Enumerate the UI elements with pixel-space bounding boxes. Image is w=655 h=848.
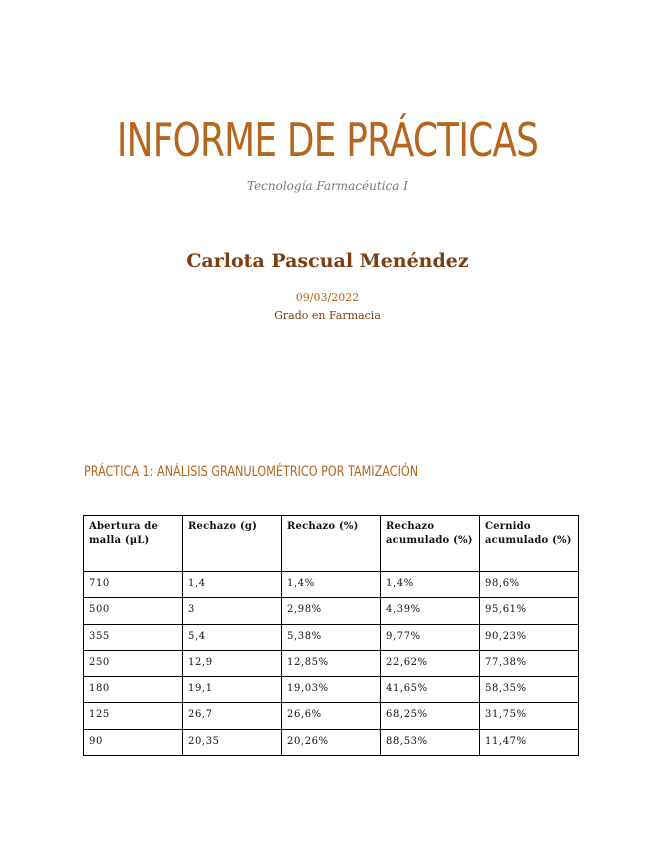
table-row bbox=[84, 729, 579, 755]
table-cell: 710 bbox=[84, 572, 183, 598]
table-cell: 1,4 bbox=[183, 572, 282, 598]
table-cell: 58,35% bbox=[480, 677, 579, 703]
table-row bbox=[84, 624, 579, 650]
degree-name: Grado en Farmacia bbox=[274, 309, 381, 322]
author-name: Carlota Pascual Menéndez bbox=[186, 250, 469, 272]
table-cell: 5,38% bbox=[282, 624, 381, 650]
table-cell: 125 bbox=[84, 703, 183, 729]
table-cell: 95,61% bbox=[480, 598, 579, 624]
table-row bbox=[84, 650, 579, 676]
section-heading: PRÁCTICA 1: ANÁLISIS GRANULOMÉTRICO POR TAMIZACIÓN bbox=[84, 464, 419, 480]
table-cell: 250 bbox=[84, 650, 183, 676]
table-cell: 19,03% bbox=[282, 677, 381, 703]
table-header-row bbox=[84, 516, 579, 572]
table-cell: 1,4% bbox=[282, 572, 381, 598]
table-row bbox=[84, 703, 579, 729]
table-cell: 41,65% bbox=[381, 677, 480, 703]
table-header-cell: Cernido acumulado (%) bbox=[480, 516, 579, 572]
table-header-cell: Abertura de malla (μL) bbox=[84, 516, 183, 572]
table-cell: 68,25% bbox=[381, 703, 480, 729]
table-header-cell: Rechazo (g) bbox=[183, 516, 282, 572]
table-cell: 12,9 bbox=[183, 650, 282, 676]
table-cell: 26,7 bbox=[183, 703, 282, 729]
table-cell: 77,38% bbox=[480, 650, 579, 676]
table-cell: 4,39% bbox=[381, 598, 480, 624]
table-cell: 20,26% bbox=[282, 729, 381, 755]
table-row bbox=[84, 677, 579, 703]
table-cell: 98,6% bbox=[480, 572, 579, 598]
table-cell: 1,4% bbox=[381, 572, 480, 598]
document-date: 09/03/2022 bbox=[295, 291, 360, 304]
table-header-cell: Rechazo acumulado (%) bbox=[381, 516, 480, 572]
table-cell: 9,77% bbox=[381, 624, 480, 650]
table-cell: 5,4 bbox=[183, 624, 282, 650]
table-row bbox=[84, 572, 579, 598]
table-cell: 90,23% bbox=[480, 624, 579, 650]
document-subtitle: Tecnología Farmacéutica I bbox=[247, 179, 408, 193]
table-cell: 500 bbox=[84, 598, 183, 624]
table-cell: 180 bbox=[84, 677, 183, 703]
table-cell: 88,53% bbox=[381, 729, 480, 755]
table-header-cell: Rechazo (%) bbox=[282, 516, 381, 572]
table-cell: 90 bbox=[84, 729, 183, 755]
table-cell: 2,98% bbox=[282, 598, 381, 624]
table-cell: 26,6% bbox=[282, 703, 381, 729]
granulometry-table bbox=[83, 515, 579, 756]
table-cell: 22,62% bbox=[381, 650, 480, 676]
table-cell: 19,1 bbox=[183, 677, 282, 703]
table-cell: 355 bbox=[84, 624, 183, 650]
table-row bbox=[84, 598, 579, 624]
table-cell: 3 bbox=[183, 598, 282, 624]
table-cell: 11,47% bbox=[480, 729, 579, 755]
table-cell: 12,85% bbox=[282, 650, 381, 676]
table-cell: 20,35 bbox=[183, 729, 282, 755]
table-cell: 31,75% bbox=[480, 703, 579, 729]
document-title: INFORME DE PRÁCTICAS bbox=[116, 113, 539, 167]
